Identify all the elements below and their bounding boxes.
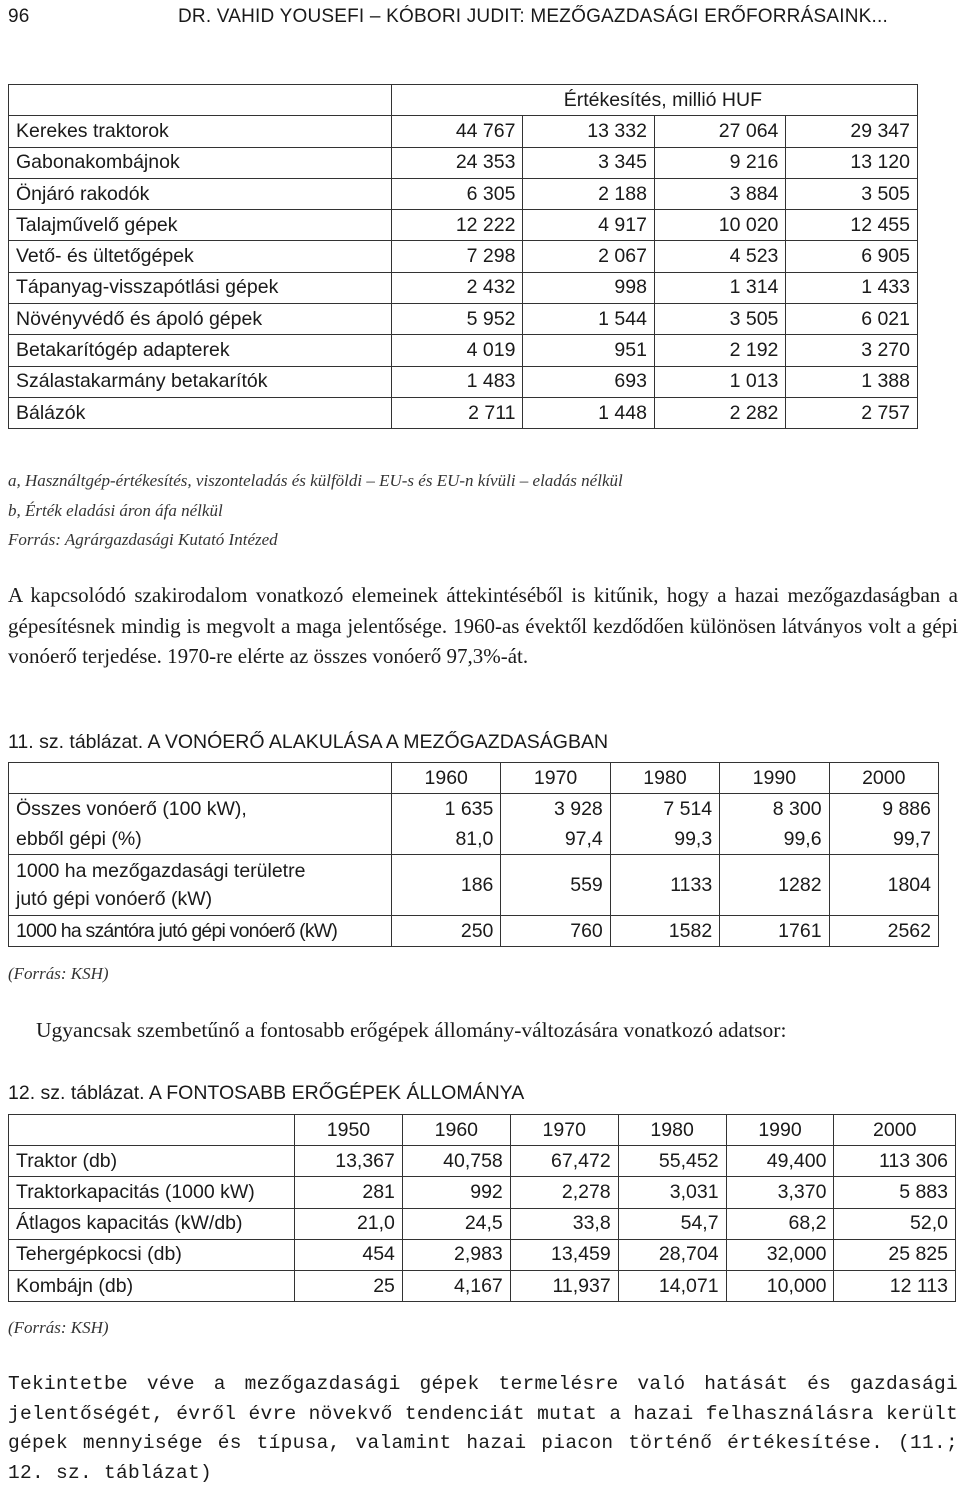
value-cell: 13 332 [523,116,654,147]
year-cell: 1950 [295,1115,403,1146]
value-cell: 1282 [720,855,829,916]
value-cell: 25 [295,1270,403,1301]
value-cell: 54,7 [618,1208,726,1239]
value-cell: 3 928 [501,794,610,825]
value-cell: 24,5 [402,1208,510,1239]
year-header-row [9,1115,956,1146]
row-label: Traktor (db) [9,1146,295,1177]
table-row [9,1146,956,1177]
machinery-table [8,1114,956,1302]
row-label: Tehergépkocsi (db) [9,1239,295,1270]
value-cell: 1 388 [786,366,918,397]
table-row [9,304,918,335]
row-label [9,855,392,916]
value-cell: 559 [501,855,610,916]
value-cell: 11,937 [510,1270,618,1301]
paragraph-2: Ugyancsak szembetűnő a fontosabb erőgépek állomány-változására vonatkozó adatsor: [36,1018,787,1042]
value-cell: 29 347 [786,116,918,147]
paragraph-3: Tekintetbe véve a mezőgazdasági gépek termelésre való hatását és gazdasági jelentőségét, évről évre növekvő tendenciát mutat a hazai felhasználásra került gépek mennyisége és típusa, valamint hazai piacon történő értékesítése. (11.; 12. sz. táblázat) [8,1373,958,1484]
table-11-source: (Forrás: KSH) [8,964,109,983]
value-cell: 14,071 [618,1270,726,1301]
caption-title: A VONÓERŐ ALAKULÁSA A MEZŐGAZDASÁGBAN [147,731,609,753]
value-cell: 998 [523,272,654,303]
caption-number: 11. sz. táblázat. [8,731,144,753]
table-row [9,397,918,428]
note-b: b, Érték eladási áron áfa nélkül [8,500,223,520]
table-11-caption [8,731,608,754]
value-cell: 2562 [829,916,938,947]
value-cell: 68,2 [726,1208,834,1239]
row-label: Betakarítógép adapterek [9,335,392,366]
value-cell: 1133 [610,855,719,916]
table-row [9,116,918,147]
table-row [9,210,918,241]
table-row [9,824,939,855]
value-cell: 2 282 [654,397,785,428]
value-cell: 12 455 [786,210,918,241]
year-cell: 1970 [501,763,610,794]
value-cell: 4 019 [392,335,523,366]
value-cell: 10 020 [654,210,785,241]
value-cell: 9 216 [654,147,785,178]
table-row [9,1239,956,1270]
value-cell: 25 825 [834,1239,956,1270]
table-row [9,272,918,303]
value-cell: 2 432 [392,272,523,303]
value-cell: 9 886 [829,794,938,825]
value-cell: 13,459 [510,1239,618,1270]
value-cell: 693 [523,366,654,397]
value-cell: 99,7 [829,824,938,855]
table-header: Értékesítés, millió HUF [392,85,918,116]
row-label: Kombájn (db) [9,1270,295,1301]
value-cell: 32,000 [726,1239,834,1270]
row-label: Kerekes traktorok [9,116,392,147]
note-source: Forrás: Agrárgazdasági Kutató Intézed [8,530,278,549]
value-cell: 3 505 [654,304,785,335]
value-cell: 6 905 [786,241,918,272]
value-cell: 1582 [610,916,719,947]
table-header-row [9,85,918,116]
value-cell: 3 270 [786,335,918,366]
year-cell: 1960 [402,1115,510,1146]
table-12-caption [8,1082,524,1105]
table-row [9,178,918,209]
value-cell: 3,370 [726,1177,834,1208]
value-cell: 52,0 [834,1208,956,1239]
table-row [9,794,939,825]
year-cell: 1970 [510,1115,618,1146]
running-title: DR. VAHID YOUSEFI – KÓBORI JUDIT: MEZŐGAZDASÁGI ERŐFORRÁSAINK... [178,6,888,27]
year-cell: 1990 [726,1115,834,1146]
caption-number: 12. sz. táblázat. [8,1082,145,1104]
row-label: Traktorkapacitás (1000 kW) [9,1177,295,1208]
value-cell: 1761 [720,916,829,947]
row-label: Önjáró rakodók [9,178,392,209]
value-cell: 99,6 [720,824,829,855]
year-cell: 1980 [618,1115,726,1146]
value-cell: 3 884 [654,178,785,209]
value-cell: 1 635 [392,794,501,825]
row-label: Talajművelő gépek [9,210,392,241]
sales-table [8,84,918,429]
value-cell: 3 505 [786,178,918,209]
value-cell: 55,452 [618,1146,726,1177]
value-cell: 2 188 [523,178,654,209]
value-cell: 2 757 [786,397,918,428]
value-cell: 12 113 [834,1270,956,1301]
value-cell: 81,0 [392,824,501,855]
value-cell: 5 952 [392,304,523,335]
table-notes [8,466,623,555]
value-cell: 40,758 [402,1146,510,1177]
value-cell: 4 523 [654,241,785,272]
value-cell: 13,367 [295,1146,403,1177]
value-cell: 4 917 [523,210,654,241]
value-cell: 24 353 [392,147,523,178]
table-row [9,1177,956,1208]
table-row [9,241,918,272]
paragraph-1: A kapcsolódó szakirodalom vonatkozó elemeinek áttekintéséből is kitűnik, hogy a hazai mezőgazdaságban a gépesítésnek mindig is megvolt a maga jelentősége. 1960-as évektől kezdődően különösen látványos volt a gépi vonóerő terjedése. 1970-re elérte az összes vonóerő 97,3%-át. [8,583,958,669]
value-cell: 6 021 [786,304,918,335]
value-cell: 113 306 [834,1146,956,1177]
table-12-source: (Forrás: KSH) [8,1318,109,1337]
empty-cell [9,763,392,794]
value-cell: 97,4 [501,824,610,855]
row-label: Vető- és ültetőgépek [9,241,392,272]
value-cell: 3,031 [618,1177,726,1208]
value-cell: 33,8 [510,1208,618,1239]
table-row [9,147,918,178]
row-label-line-2: jutó gépi vonóerő (kW) [16,888,213,910]
value-cell: 8 300 [720,794,829,825]
value-cell: 67,472 [510,1146,618,1177]
year-cell: 1980 [610,763,719,794]
value-cell: 951 [523,335,654,366]
year-cell: 2000 [829,763,938,794]
value-cell: 1 013 [654,366,785,397]
value-cell: 28,704 [618,1239,726,1270]
value-cell: 99,3 [610,824,719,855]
value-cell: 1 448 [523,397,654,428]
row-label: Összes vonóerő (100 kW), [9,794,392,825]
row-label: Növényvédő és ápoló gépek [9,304,392,335]
value-cell: 12 222 [392,210,523,241]
value-cell: 44 767 [392,116,523,147]
row-label: Tápanyag-visszapótlási gépek [9,272,392,303]
row-label: ebből gépi (%) [9,824,392,855]
value-cell: 13 120 [786,147,918,178]
year-cell: 1990 [720,763,829,794]
value-cell: 760 [501,916,610,947]
value-cell: 454 [295,1239,403,1270]
row-label: Átlagos kapacitás (kW/db) [9,1208,295,1239]
value-cell: 10,000 [726,1270,834,1301]
value-cell: 186 [392,855,501,916]
value-cell: 1 433 [786,272,918,303]
value-cell: 6 305 [392,178,523,209]
row-label-line-1: 1000 ha mezőgazdasági területre [16,860,306,882]
table-row [9,366,918,397]
value-cell: 27 064 [654,116,785,147]
value-cell: 7 514 [610,794,719,825]
value-cell: 2 067 [523,241,654,272]
value-cell: 21,0 [295,1208,403,1239]
table-row [9,916,939,947]
note-a: a, Használtgép-értékesítés, viszonteladás és külföldi – EU-s és EU-n kívüli – eladás nélkül [8,471,623,490]
page-number: 96 [8,6,30,27]
year-cell: 2000 [834,1115,956,1146]
value-cell: 250 [392,916,501,947]
row-label: Gabonakombájnok [9,147,392,178]
value-cell: 1804 [829,855,938,916]
empty-cell [9,1115,295,1146]
row-label: Szálastakarmány betakarítók [9,366,392,397]
value-cell: 2 711 [392,397,523,428]
traction-table [8,762,939,947]
row-label: Bálázók [9,397,392,428]
value-cell: 2,983 [402,1239,510,1270]
value-cell: 2,278 [510,1177,618,1208]
sales-table-body [9,116,918,429]
value-cell: 281 [295,1177,403,1208]
value-cell: 1 483 [392,366,523,397]
table-row [9,855,939,916]
year-header-row [9,763,939,794]
table-row [9,1270,956,1301]
machinery-table-body [9,1146,956,1302]
value-cell: 3 345 [523,147,654,178]
empty-cell [9,85,392,116]
value-cell: 4,167 [402,1270,510,1301]
value-cell: 7 298 [392,241,523,272]
value-cell: 2 192 [654,335,785,366]
year-cell: 1960 [392,763,501,794]
value-cell: 992 [402,1177,510,1208]
value-cell: 1 314 [654,272,785,303]
value-cell: 1 544 [523,304,654,335]
value-cell: 49,400 [726,1146,834,1177]
table-row [9,335,918,366]
caption-title: A FONTOSABB ERŐGÉPEK ÁLLOMÁNYA [148,1082,525,1104]
row-label: 1000 ha szántóra jutó gépi vonóerő (kW) [9,916,392,947]
value-cell: 5 883 [834,1177,956,1208]
table-row [9,1208,956,1239]
